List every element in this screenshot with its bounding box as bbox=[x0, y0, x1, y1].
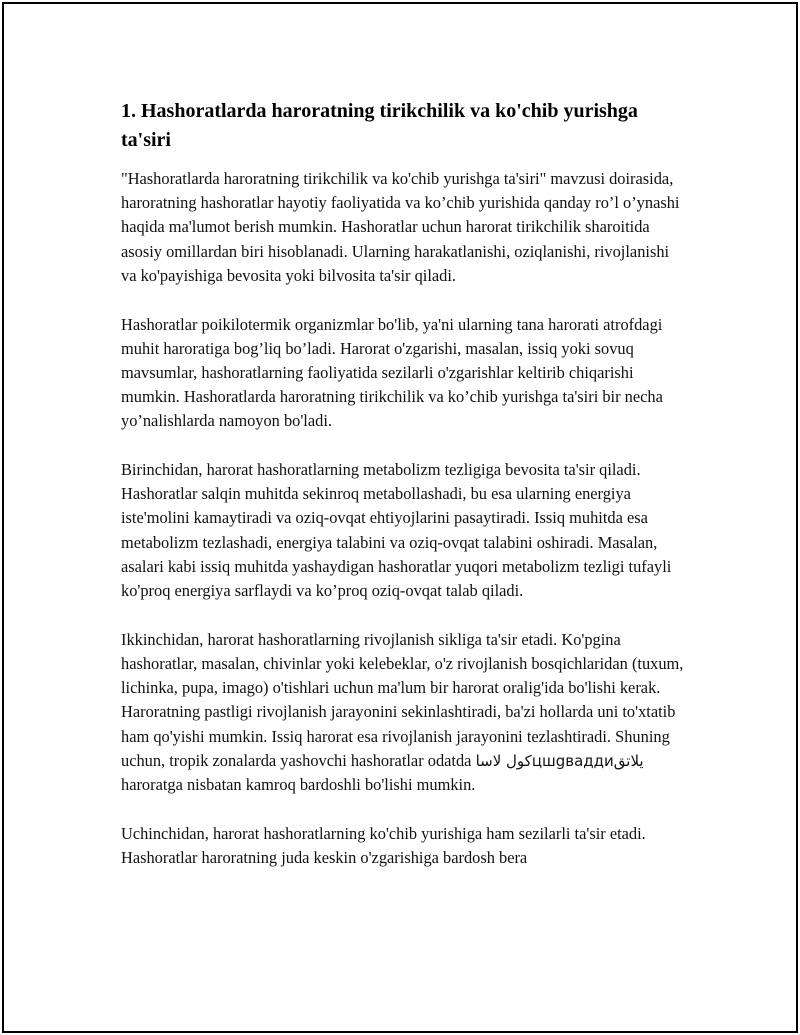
paragraph-2: Hashoratlar poikilotermik organizmlar bo'lib, ya'ni ularning tana harorati atrofdagi muhit haroratiga bog’liq bo’ladi. Harorat o'zgarishi, masalan, issiq yoki sovuq mavsumlar, hashoratlarning faoliyatida sezilarli o'zgarishlar keltirib chiqarishi mumkin. Hashoratlarda haroratning tirikchilik va ko’chib yurishga ta'siri bir necha yo’nalishlarda namoyon bo'ladi. bbox=[121, 314, 663, 431]
document-page bbox=[2, 2, 798, 1033]
paragraph-1: "Hashoratlarda haroratning tirikchilik va ko'chib yurishga ta'siri" mavzusi doirasida, haroratning hashoratlar hayotiy faoliyatida va ko’chib yurishida qanday ro’l o’ynashi haqida ma'lumot berish mumkin. Hashoratlar uchun harorat tirikchilik sharoitida asosiy omillardan biri hisoblanadi. Ularning harakatlanishi, oziqlanishi, rivojlanishi va ko'payishiga bevosita yoki bilvosita ta'sir qiladi. bbox=[121, 169, 680, 285]
document-body bbox=[121, 97, 687, 895]
paragraph-3: Birinchidan, harorat hashoratlarning metabolizm tezligiga bevosita ta'sir qiladi. Hashoratlar salqin muhitda sekinroq metabollashadi, bu esa ularning energiya iste'molini kamaytiradi va oziq-ovqat ehtiyojlarini pasaytiradi. Issiq muhitda esa metabolizm tezlashadi, energiya talabini va oziq-ovqat talabini oshiradi. Masalan, asalari kabi issiq muhitda yashaydigan hashoratlar yuqori metabolizm tezligi tufayli ko'proq energiya sarflaydi va ko’proq oziq-ovqat talab qiladi. bbox=[121, 460, 672, 601]
section-heading: 1. Hashoratlarda haroratning tirikchilik va ko'chib yurishga ta'siri bbox=[121, 100, 638, 151]
paragraph-4-text-start: Ikkinchidan, harorat hashoratlarning rivojlanish sikliga ta'sir etadi. Ko'pgina hashoratlar, masalan, chivinlar yoki kelebeklar, o'z rivojlanish bosqichlaridan (tuxum, lichinka, pupa, imago) o'tishlari uchun ma'lum bir harorat oralig'ida bo'lishi kerak. Haroratning pastligi rivojlanish jarayonini sekinlashtiradi, ba'zi hollarda uni to'xtatib ham qo'yishi mumkin. Issiq harorat esa rivojlanish jarayonini tezlashtiradi. Shuning uchun, tropik zonalarda yashovchi hashoratlar odatda bbox=[121, 629, 684, 770]
paragraph-4-text-end: haroratga nisbatan kamroq bardoshli bo'lishi mumkin. bbox=[121, 774, 476, 794]
paragraph-4 bbox=[121, 628, 687, 797]
paragraph-4-mixed-script-text: كول لاساцшgваддиيلاتق bbox=[475, 751, 644, 770]
paragraph-5: Uchinchidan, harorat hashoratlarning ko'chib yurishiga ham sezilarli ta'sir etadi. Hashoratlar haroratning juda keskin o'zgarishiga bardosh bera bbox=[121, 823, 646, 867]
